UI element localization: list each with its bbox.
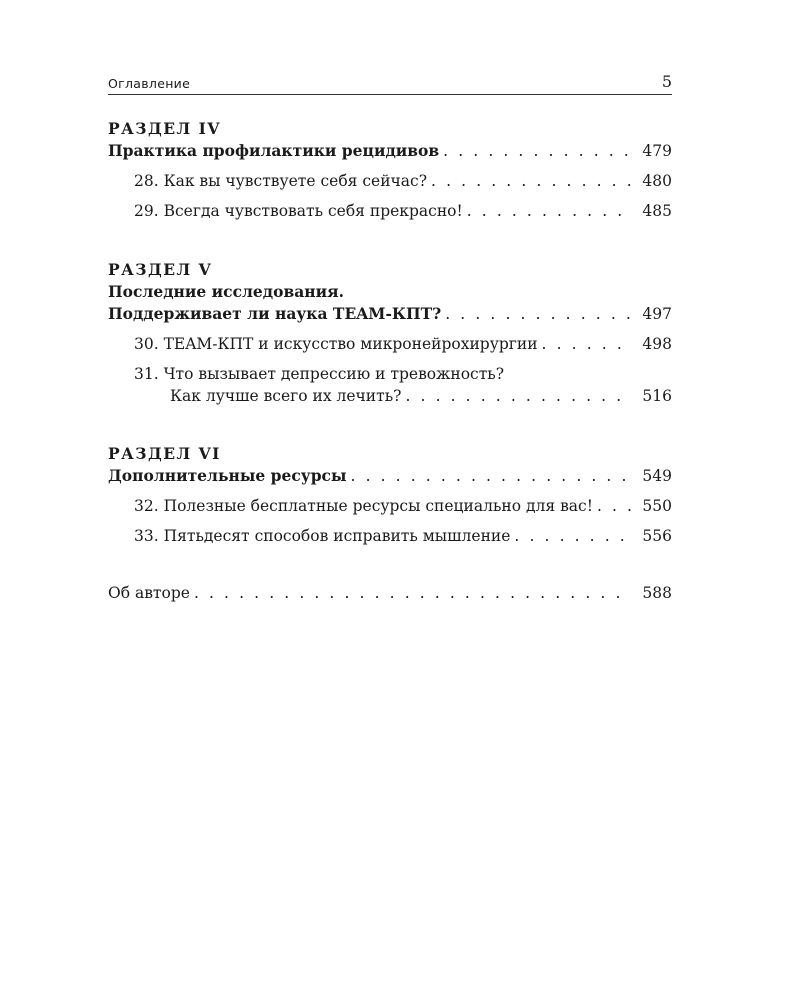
- chapter-title: 29. Всегда чувствовать себя прекрасно!: [134, 202, 463, 220]
- table-of-contents: [108, 118, 672, 604]
- leader-dots: [194, 582, 632, 604]
- section-title: Дополнительные ресурсы: [108, 466, 347, 485]
- page-ref: 497: [642, 305, 672, 323]
- chapter-title: 33. Пятьдесят способов исправить мышление: [134, 527, 511, 545]
- page-ref: 556: [642, 527, 672, 545]
- section-label: РАЗДЕЛ IV: [108, 119, 221, 138]
- chapter-entry-continuation[interactable]: [108, 385, 672, 407]
- leader-dots: [405, 385, 632, 407]
- page-ref: 485: [642, 202, 672, 220]
- page-ref: 480: [642, 172, 672, 190]
- section-title-entry[interactable]: [108, 465, 672, 487]
- page-ref: 588: [642, 584, 672, 602]
- leader-dots: [431, 170, 632, 192]
- about-author-entry[interactable]: [108, 582, 672, 604]
- chapter-entry[interactable]: [108, 200, 672, 222]
- chapter-title: 32. Полезные бесплатные ресурсы специально для вас!: [134, 497, 593, 515]
- leader-dots: [443, 140, 632, 162]
- chapter-entry[interactable]: [108, 495, 672, 517]
- running-head: [108, 72, 672, 95]
- page-ref: 550: [642, 497, 672, 515]
- page-ref: 549: [642, 467, 672, 485]
- running-title: Оглавление: [108, 76, 191, 91]
- page-number: 5: [661, 72, 672, 91]
- page-ref: 498: [642, 335, 672, 353]
- chapter-entry[interactable]: [108, 333, 672, 355]
- leader-dots: [542, 333, 632, 355]
- chapter-title-first-line[interactable]: 31. Что вызывает депрессию и тревожность?: [134, 365, 505, 383]
- section-title-first-line: Последние исследования.: [108, 282, 344, 301]
- leader-dots: [445, 303, 632, 325]
- chapter-entry[interactable]: [108, 170, 672, 192]
- section-label: РАЗДЕЛ V: [108, 260, 213, 279]
- chapter-title: 30. TEAM-КПТ и искусство микронейрохирургии: [134, 335, 538, 353]
- chapter-entry[interactable]: [108, 525, 672, 547]
- leader-dots: [597, 495, 632, 517]
- chapter-title: 28. Как вы чувствуете себя сейчас?: [134, 172, 428, 190]
- section-title: Поддерживает ли наука TEAM-КПТ?: [108, 304, 442, 323]
- section-title-entry[interactable]: [108, 140, 672, 162]
- page-ref: 516: [642, 387, 672, 405]
- chapter-title-continuation: Как лучше всего их лечить?: [170, 387, 402, 405]
- leader-dots: [467, 200, 632, 222]
- leader-dots: [351, 465, 632, 487]
- leader-dots: [514, 525, 632, 547]
- about-author-title: Об авторе: [108, 584, 190, 602]
- section-title: Практика профилактики рецидивов: [108, 141, 440, 160]
- page-ref: 479: [642, 142, 672, 160]
- section-label: РАЗДЕЛ VI: [108, 444, 221, 463]
- section-title-entry[interactable]: [108, 303, 672, 325]
